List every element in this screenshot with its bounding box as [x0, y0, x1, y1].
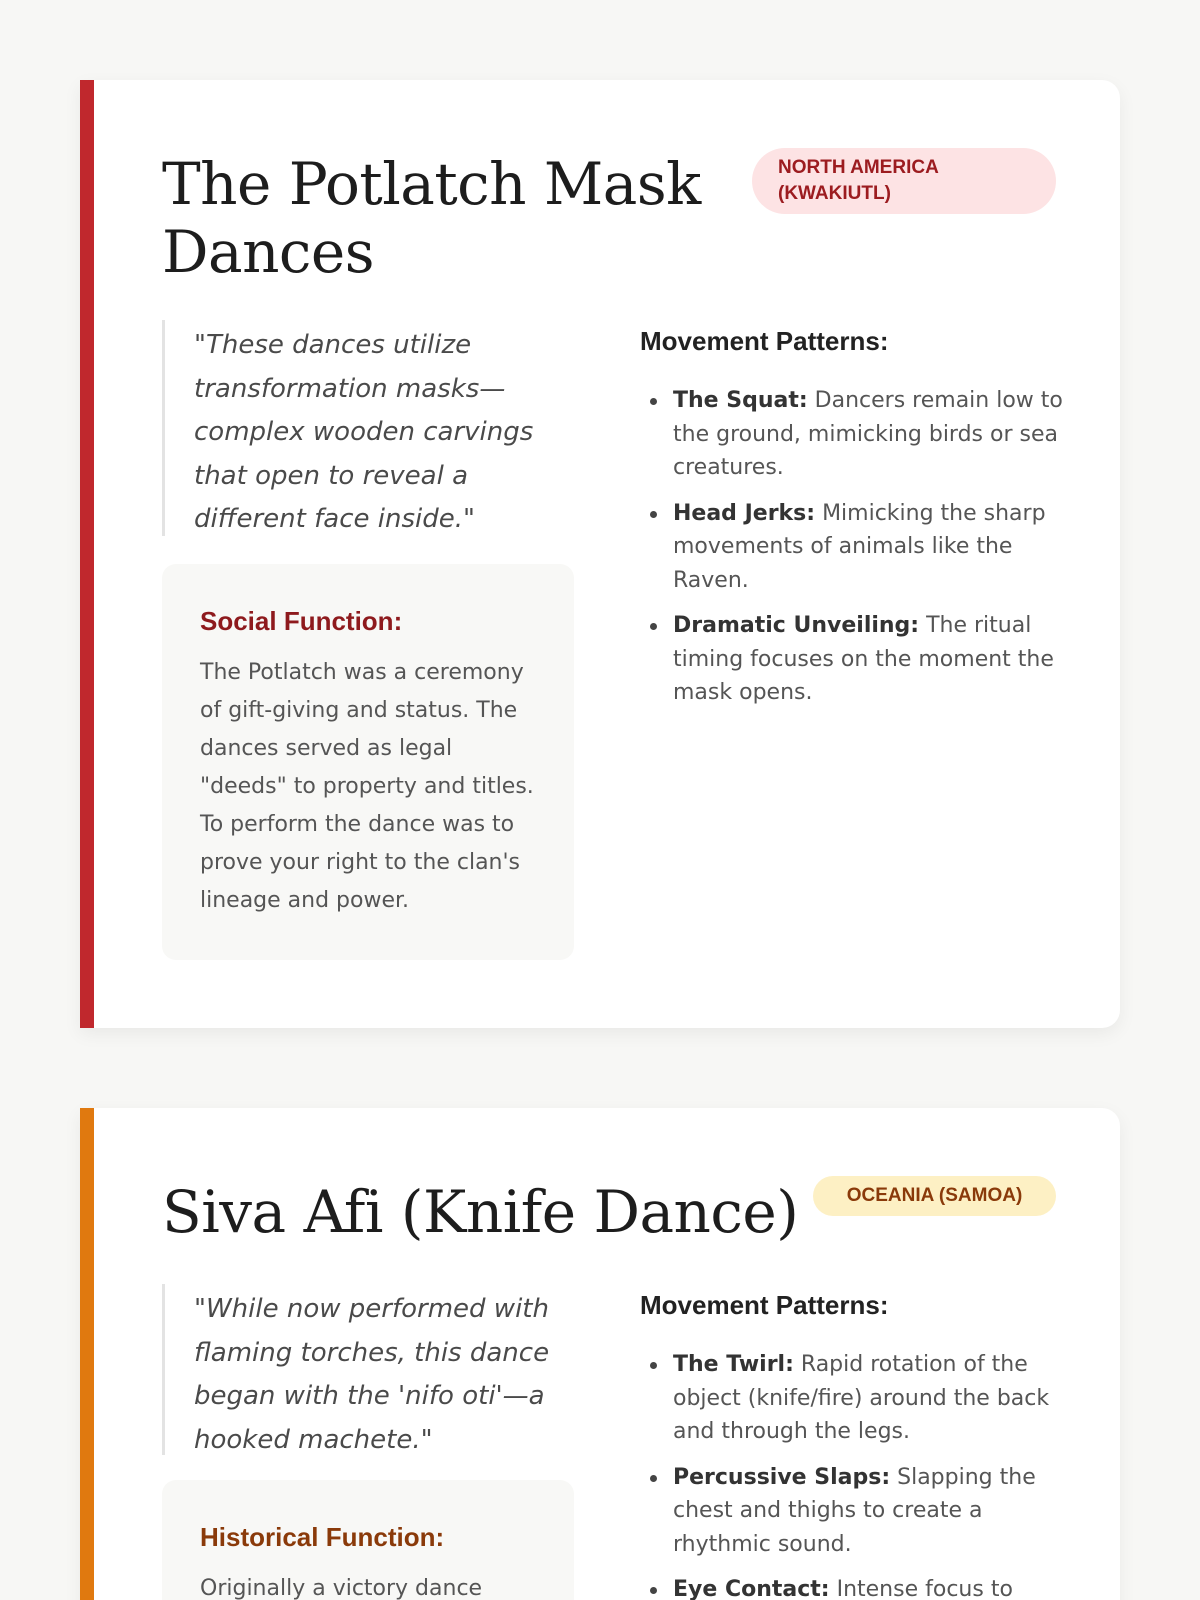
movement-name: Head Jerks: [673, 500, 816, 526]
movement-desc: Slapping the chest and thighs to create a rhythmic sound. [673, 1464, 1036, 1557]
movement-list [640, 384, 1070, 710]
card-quote: "While now performed with flaming torches, this dance began with the 'nifo oti'—a hooked machete." [162, 1284, 562, 1455]
function-box [162, 564, 574, 960]
movement-name: Eye Contact: [673, 1577, 830, 1600]
function-box [162, 1480, 574, 1600]
movement-list [640, 1348, 1070, 1600]
movement-desc: Intense focus to [829, 1577, 1013, 1600]
card-quote: "These dances utilize transformation masks—complex wooden carvings that open to reveal a different face inside." [162, 320, 562, 536]
movement-name: The Twirl: [673, 1352, 794, 1377]
movement-item [673, 1461, 1070, 1562]
card-accent-bar [80, 80, 94, 1028]
function-text: The Potlatch was a ceremony of gift-giving and status. The dances served as legal "deeds" to property and titles. To perform the dance was to prove your right to the clan's lineage and power. [200, 660, 534, 913]
movement-patterns-title: Movement Patterns: [640, 1290, 889, 1320]
movement-item [673, 1573, 1070, 1600]
function-title: Social Function: [200, 606, 403, 636]
movement-name: The Squat: [673, 388, 808, 413]
movement-patterns-title: Movement Patterns: [640, 326, 889, 356]
movement-item [673, 497, 1070, 598]
dance-card-potlatch [80, 80, 1120, 1028]
dance-card-siva-afi [80, 1108, 1120, 1600]
movement-name: Percussive Slaps: [673, 1464, 891, 1490]
movement-item [673, 1348, 1070, 1449]
card-title: The Potlatch Mask Dances [162, 150, 701, 286]
movement-patterns [640, 324, 1070, 722]
region-badge: NORTH AMERICA (KWAKIUTL) [752, 148, 1056, 214]
region-badge: OCEANIA (SAMOA) [813, 1176, 1056, 1216]
card-accent-bar [80, 1108, 94, 1600]
movement-item [673, 609, 1070, 710]
card-title: Siva Afi (Knife Dance) [162, 1178, 799, 1246]
function-text: Originally a victory dance [200, 1576, 483, 1600]
function-title: Historical Function: [200, 1522, 445, 1552]
movement-item [673, 384, 1070, 485]
movement-desc: The ritual timing focuses on the moment the mask opens. [673, 613, 1054, 705]
movement-desc: Dancers remain low to the ground, mimicking birds or sea creatures. [673, 388, 1063, 480]
movement-name: Dramatic Unveiling: [673, 613, 920, 638]
movement-desc: Mimicking the sharp movements of animals like the Raven. [673, 500, 1046, 593]
movement-desc: Rapid rotation of the object (knife/fire) around the back and through the legs. [673, 1352, 1050, 1444]
movement-patterns [640, 1288, 1070, 1600]
